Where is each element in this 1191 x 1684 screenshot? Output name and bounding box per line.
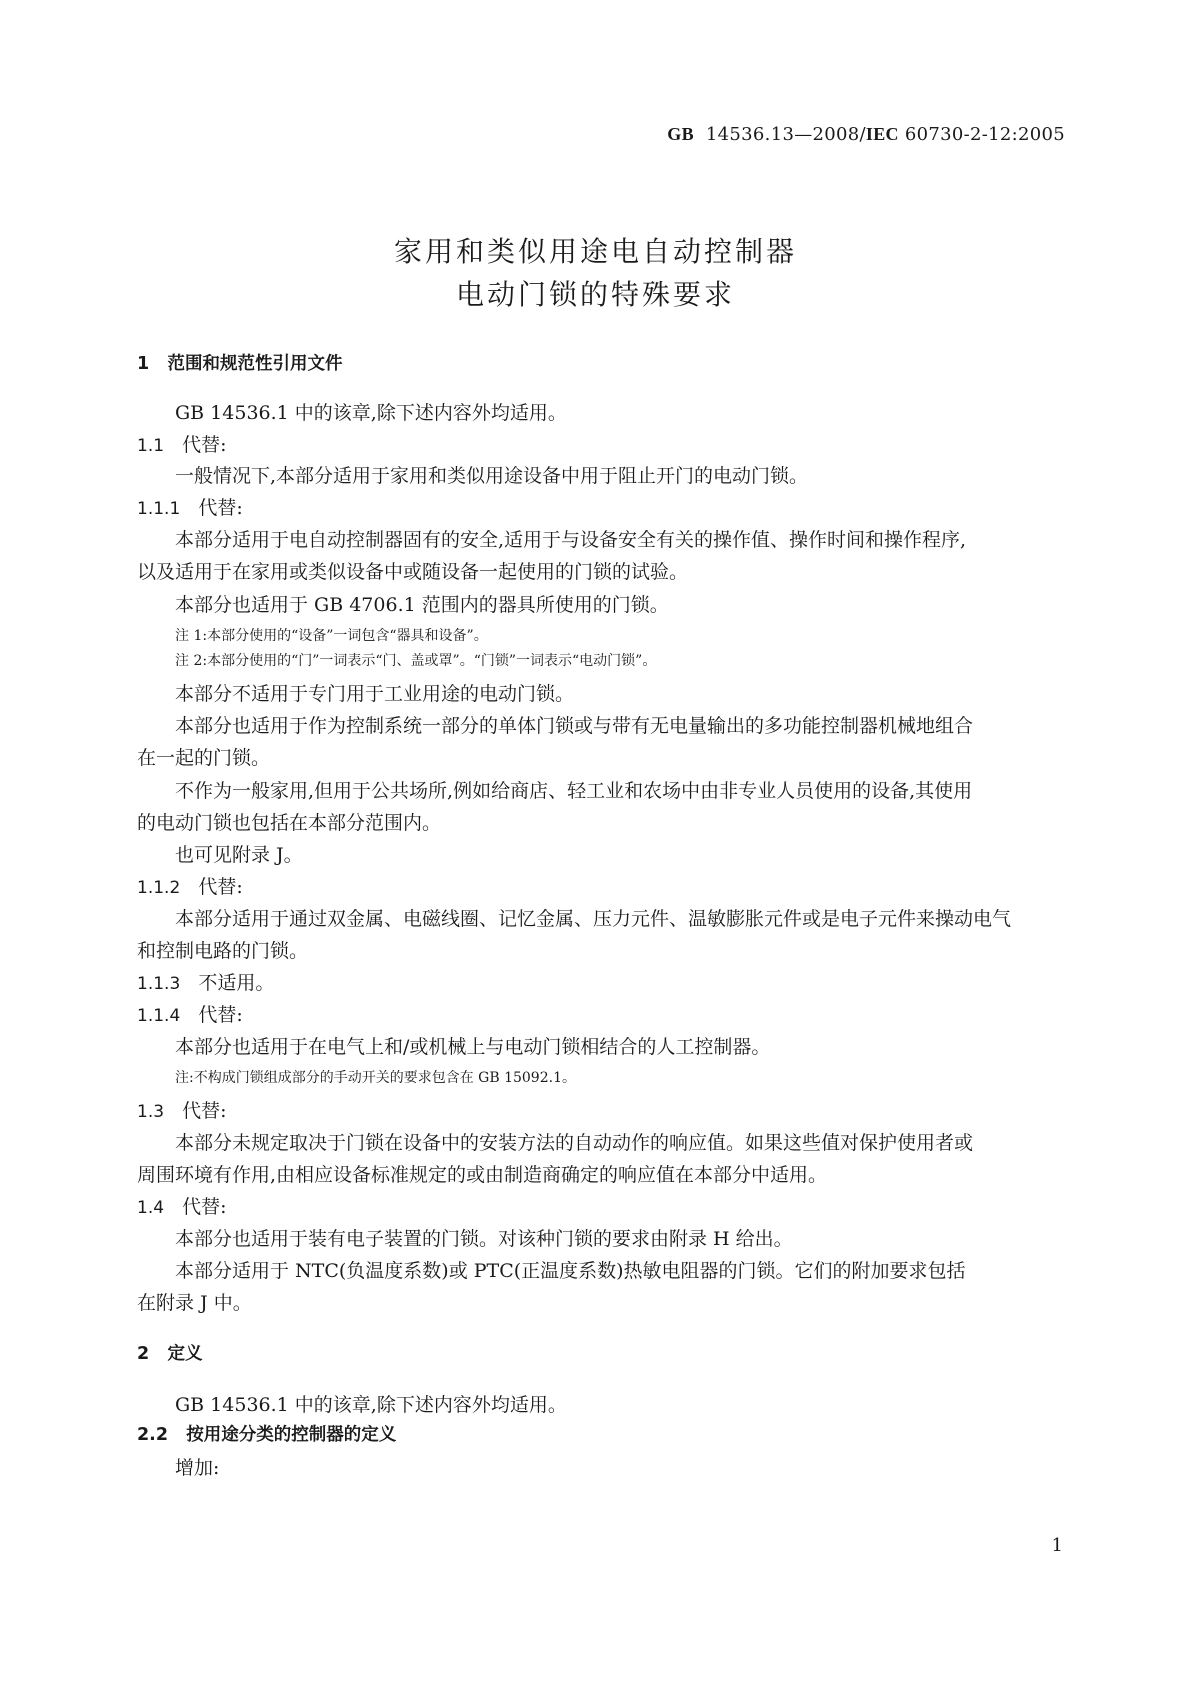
- clause-1-4-paragraph-2b: 在附录 J 中。: [137, 1292, 252, 1314]
- clause-1-1-1-paragraph-5b: 的电动门锁也包括在本部分范围内。: [137, 812, 442, 834]
- clause-1-1-1-paragraph-5a: 不作为一般家用,但用于公共场所,例如给商店、轻工业和农场中由非专业人员使用的设备,其使用: [175, 780, 973, 802]
- clause-1-3-paragraph-1b: 周围环境有作用,由相应设备标准规定的或由制造商确定的响应值在本部分中适用。: [137, 1164, 828, 1186]
- clause-1-1-1-paragraph-1b: 以及适用于在家用或类似设备中或随设备一起使用的门锁的试验。: [137, 561, 689, 583]
- clause-1-1-4-note: 注:不构成门锁组成部分的手动开关的要求包含在 GB 15092.1。: [175, 1070, 576, 1086]
- clause-1-1-2-paragraph-1b: 和控制电路的门锁。: [137, 940, 309, 962]
- clause-1-1-paragraph: 一般情况下,本部分适用于家用和类似用途设备中用于阻止开门的电动门锁。: [175, 465, 809, 487]
- clause-1-1-1-paragraph-6: 也可见附录 J。: [175, 844, 303, 866]
- clause-1-4-paragraph-1: 本部分也适用于装有电子装置的门锁。对该种门锁的要求由附录 H 给出。: [175, 1228, 793, 1250]
- page-number: 1: [1051, 1535, 1063, 1556]
- clause-1-3-heading: 1.3 代替:: [137, 1100, 227, 1122]
- clause-2-2-paragraph-1: 增加:: [175, 1457, 220, 1479]
- clause-1-1-4-heading: 1.1.4 代替:: [137, 1004, 243, 1026]
- clause-1-1-2-paragraph-1a: 本部分适用于通过双金属、电磁线圈、记忆金属、压力元件、温敏膨胀元件或是电子元件来操动电气: [175, 908, 1012, 930]
- clause-1-1-1-paragraph-4a: 本部分也适用于作为控制系统一部分的单体门锁或与带有无电量输出的多功能控制器机械地组合: [175, 715, 974, 737]
- document-title-line-2: 电动门锁的特殊要求: [455, 278, 735, 311]
- document-title-line-1: 家用和类似用途电自动控制器: [393, 235, 797, 268]
- clause-1-1-1-heading: 1.1.1 代替:: [137, 497, 243, 519]
- clause-1-1-1-paragraph-3: 本部分不适用于专门用于工业用途的电动门锁。: [175, 683, 575, 705]
- clause-1-1-heading: 1.1 代替:: [137, 434, 227, 456]
- clause-2-2-heading: 2.2 按用途分类的控制器的定义: [137, 1425, 397, 1445]
- section-1-heading: 1 范围和规范性引用文件: [137, 354, 343, 374]
- section-2-heading: 2 定义: [137, 1344, 203, 1364]
- note-2: 注 2:本部分使用的“门”一词表示“门、盖或罩”。“门锁”一词表示“电动门锁”。: [175, 653, 657, 669]
- clause-1-4-paragraph-2a: 本部分适用于 NTC(负温度系数)或 PTC(正温度系数)热敏电阻器的门锁。它们的附加要求包括: [175, 1260, 966, 1282]
- standard-code: GB 14536.13—2008/IEC 60730-2-12:2005: [667, 124, 1065, 145]
- section-2-intro: GB 14536.1 中的该章,除下述内容外均适用。: [175, 1394, 567, 1416]
- clause-1-1-1-paragraph-4b: 在一起的门锁。: [137, 747, 271, 769]
- section-1-intro: GB 14536.1 中的该章,除下述内容外均适用。: [175, 402, 567, 424]
- clause-1-1-2-heading: 1.1.2 代替:: [137, 876, 243, 898]
- clause-1-1-3-heading: 1.1.3 不适用。: [137, 972, 275, 994]
- clause-1-1-4-paragraph-1: 本部分也适用于在电气上和/或机械上与电动门锁相结合的人工控制器。: [175, 1036, 771, 1058]
- clause-1-1-1-paragraph-1a: 本部分适用于电自动控制器固有的安全,适用于与设备安全有关的操作值、操作时间和操作程序,: [175, 529, 967, 551]
- clause-1-4-heading: 1.4 代替:: [137, 1196, 227, 1218]
- clause-1-1-1-paragraph-2: 本部分也适用于 GB 4706.1 范围内的器具所使用的门锁。: [175, 594, 669, 616]
- note-1: 注 1:本部分使用的“设备”一词包含“器具和设备”。: [175, 628, 488, 644]
- clause-1-3-paragraph-1a: 本部分未规定取决于门锁在设备中的安装方法的自动动作的响应值。如果这些值对保护使用者或: [175, 1132, 974, 1154]
